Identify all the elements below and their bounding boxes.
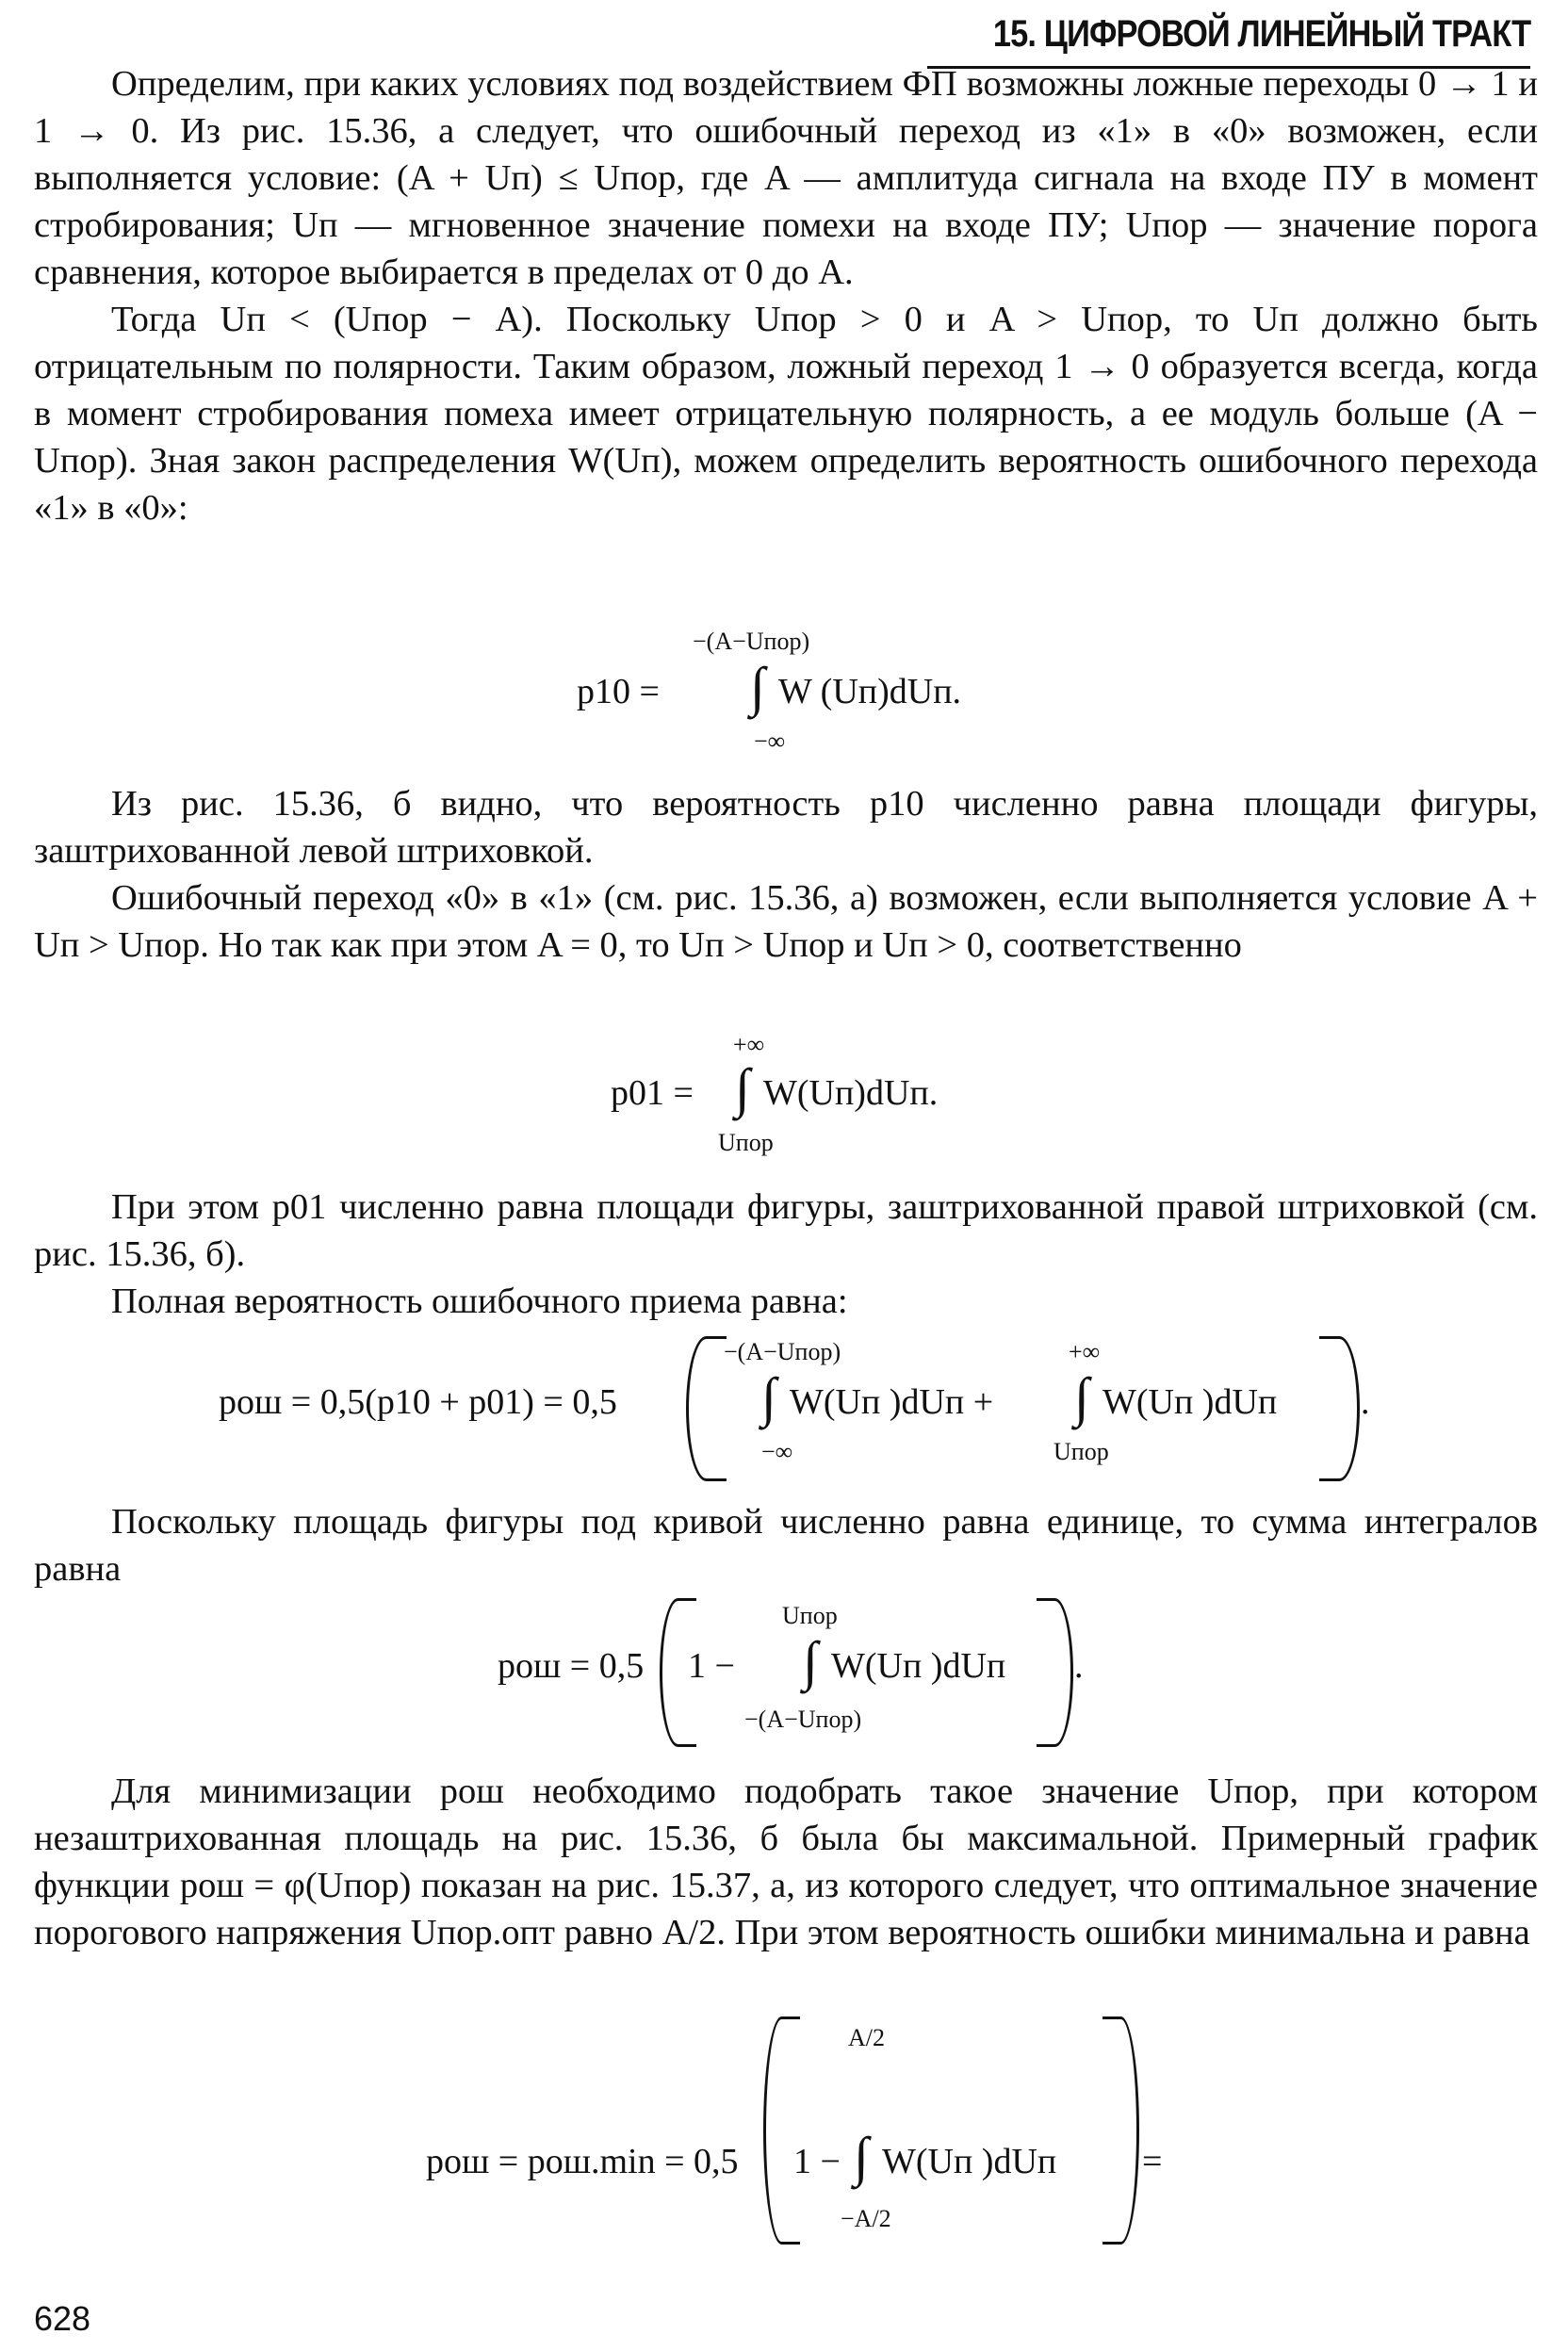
paragraph-3: Из рис. 15.36, б видно, что вероятность p10 численно равна площади фигуры, заштрихованной левой штриховкой. [34, 784, 1538, 871]
integral-sign: ∫ [735, 1057, 750, 1118]
text-block-4 [34, 1498, 1538, 1592]
eq1-upper-limit: −(A−Uпор) [693, 628, 810, 655]
eq3-lhs: pош = 0,5(p10 + p01) = 0,5 [219, 1382, 617, 1422]
text-block-1 [34, 60, 1538, 531]
page-number: 628 [34, 2299, 91, 2338]
eq3-upper-limit-2: +∞ [1069, 1338, 1101, 1365]
right-paren [1319, 1336, 1360, 1481]
text-block-3 [34, 1184, 1538, 1325]
paragraph-8: Для минимизации pош необходимо подобрать такое значение Uпор, при котором незаштрихованная площадь на рис. 15.36, б была бы максимальной. Примерный график функции pош = φ(Uпор) показан на рис. 15.37, а, из которого следует, что оптимальное значение порогового напряжения Uпор.опт равно A/2. При этом вероятность ошибки минимальна и равна [34, 1771, 1538, 1952]
eq4-lower-limit: −(A−Uпор) [744, 1706, 862, 1733]
eq3-integrand-2: W(Uп )dUп [1102, 1382, 1278, 1422]
left-paren [763, 2016, 800, 2245]
paragraph-4: Ошибочный переход «0» в «1» (см. рис. 15.36, а) возможен, если выполняется условие A + Uп > Uпор. Но так как при этом A = 0, то Uп > Uпор и Uп > 0, соответственно [34, 878, 1538, 965]
paragraph-1: Определим, при каких условиях под воздействием ФП возможны ложные переходы 0 → 1 и 1 → 0. Из рис. 15.36, а следует, что ошибочный переход из «1» в «0» возможен, если выполняется условие: (A + Uп) ≤ Uпор, где A — амплитуда сигнала на входе ПУ в момент стробирования; Uп — мгновенное значение помехи на входе ПУ; Uпор — значение порога сравнения, которое выбирается в пределах от 0 до A. [34, 64, 1538, 292]
eq4-one-minus: 1 − [688, 1646, 735, 1686]
integral-sign: ∫ [854, 2126, 869, 2187]
eq1-integrand: W (Uп)dUп. [778, 672, 962, 711]
eq5-one-minus: 1 − [793, 2142, 841, 2181]
eq1-lower-limit: −∞ [754, 727, 786, 755]
eq2-integrand: W(Uп)dUп. [763, 1073, 939, 1113]
eq4-upper-limit: Uпор [782, 1602, 838, 1629]
eq4-lhs: pош = 0,5 [498, 1646, 645, 1686]
right-paren [1037, 1598, 1073, 1747]
integral-sign: ∫ [761, 1366, 776, 1428]
text-block-5 [34, 1768, 1538, 1956]
eq3-tail: . [1361, 1382, 1370, 1422]
eq3-lower-limit-2: Uпор [1054, 1438, 1109, 1465]
eq3-lower-limit-1: −∞ [761, 1438, 793, 1465]
integral-sign: ∫ [1074, 1366, 1089, 1428]
chapter-title: 15. ЦИФРОВОЙ ЛИНЕЙНЫЙ ТРАКТ [992, 13, 1530, 55]
eq2-lhs: p01 = [611, 1073, 694, 1113]
eq4-tail: . [1074, 1646, 1084, 1686]
left-paren [686, 1336, 727, 1481]
eq5-upper-limit: A/2 [848, 2024, 885, 2051]
running-header [906, 13, 1530, 56]
integral-sign: ∫ [750, 656, 765, 717]
eq1-lhs: p10 = [577, 672, 660, 711]
eq5-lower-limit: −A/2 [841, 2205, 891, 2232]
eq3-upper-limit-1: −(A−Uпор) [724, 1338, 841, 1365]
paragraph-7: Поскольку площадь фигуры под кривой численно равна единице, то сумма интегралов равна [34, 1502, 1538, 1589]
eq4-integrand: W(Uп )dUп [831, 1646, 1006, 1686]
eq3-integrand-1: W(Uп )dUп + [790, 1382, 994, 1422]
paragraph-5: При этом p01 численно равна площади фигуры, заштрихованной правой штриховкой (см. рис. 15.36, б). [34, 1187, 1538, 1274]
integral-sign: ∫ [803, 1630, 818, 1691]
eq5-tail: = [1142, 2142, 1163, 2181]
eq2-upper-limit: +∞ [733, 1031, 765, 1058]
text-block-2 [34, 780, 1538, 969]
right-paren [1102, 2016, 1139, 2245]
eq5-lhs: pош = pош.min = 0,5 [426, 2142, 739, 2181]
paragraph-2: Тогда Uп < (Uпор − А). Поскольку Uпор > 0 и A > Uпор, то Uп должно быть отрицательным по полярности. Таким образом, ложный переход 1 → 0 образуется всегда, когда в момент стробирования помеха имеет отрицательную полярность, а ее модуль больше (A − Uпор). Зная закон распределения W(Uп), можем определить вероятность ошибочного перехода «1» в «0»: [34, 300, 1538, 528]
eq2-lower-limit: Uпор [718, 1129, 774, 1156]
paragraph-6: Полная вероятность ошибочного приема равна: [111, 1282, 848, 1321]
eq5-integrand: W(Uп )dUп [882, 2142, 1057, 2181]
